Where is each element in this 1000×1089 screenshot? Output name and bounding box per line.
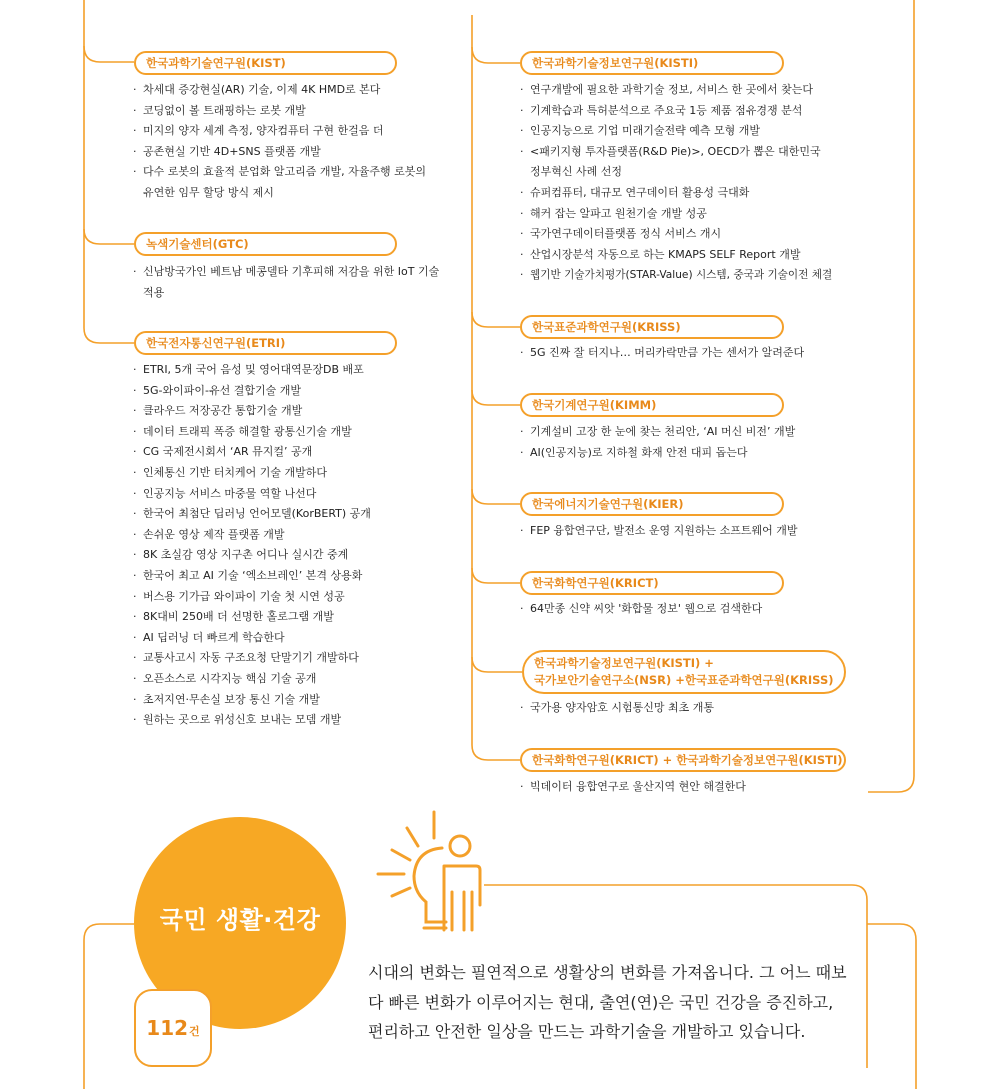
org-title-line-2: 국가보안기술연구소(NSR) +한국표준과학연구원(KRISS)	[534, 673, 834, 687]
list-item: · 미지의 양자 세계 측정, 양자컴퓨터 구현 한걸음 더	[133, 121, 453, 142]
org-items-kimm	[520, 422, 910, 463]
org-title-krict-kisti: 한국화학연구원(KRICT) + 한국과학기술정보연구원(KISTI)	[520, 748, 846, 772]
section-description: 시대의 변화는 필연적으로 생활상의 변화를 가져옵니다. 그 어느 때보다 빠른 변화가 이루어지는 현대, 출연(연)은 국민 건강을 증진하고, 편리하고 안전한 일상을 만드는 과학기술을 개발하고 있습니다.	[368, 963, 847, 1041]
org-items-kriss	[520, 343, 910, 364]
list-item: · 다수 로봇의 효율적 분업화 알고리즘 개발, 자율주행 로봇의 유연한 임무 할당 방식 제시	[133, 162, 453, 203]
org-title-kisti: 한국과학기술정보연구원(KISTI)	[520, 51, 784, 75]
section-count: 112	[146, 1016, 189, 1040]
org-items-etri	[133, 360, 453, 731]
list-item: · 국가연구데이터플랫폼 정식 서비스 개시	[520, 224, 910, 245]
list-item: · 신남방국가인 베트남 메콩델타 기후피해 저감을 위한 IoT 기술 적용	[133, 262, 453, 303]
list-item: · 웹기반 기술가치평가(STAR-Value) 시스템, 중국과 기술이전 체결	[520, 265, 910, 286]
org-items-kist	[133, 80, 453, 204]
lightbulb-person-icon	[378, 812, 480, 930]
list-item: · ETRI, 5개 국어 음성 및 영어대역문장DB 배포	[133, 360, 453, 381]
list-item: · 산업시장분석 자동으로 하는 KMAPS SELF Report 개발	[520, 245, 910, 266]
list-item: · 교통사고시 자동 구조요청 단말기기 개발하다	[133, 648, 453, 669]
section-count-unit: 건	[189, 1025, 200, 1038]
list-item: · 인체통신 기반 터치케어 기술 개발하다	[133, 463, 453, 484]
org-title-kisti-nsr-kriss	[522, 650, 846, 694]
org-items-gtc	[133, 262, 453, 303]
list-item: · 슈퍼컴퓨터, 대규모 연구데이터 활용성 극대화	[520, 183, 910, 204]
list-item: · 5G-와이파이-유선 결합기술 개발	[133, 381, 453, 402]
section-title: 국민 생활·건강	[159, 906, 321, 934]
list-item: · 8K대비 250배 더 선명한 홀로그램 개발	[133, 607, 453, 628]
list-item: · 데이터 트래픽 폭증 해결할 광통신기술 개발	[133, 422, 453, 443]
list-item: · 클라우드 저장공간 통합기술 개발	[133, 401, 453, 422]
org-items-krict-kisti	[520, 777, 910, 798]
org-title-kier: 한국에너지기술연구원(KIER)	[520, 492, 784, 516]
list-item: · 버스용 기가급 와이파이 기술 첫 시연 성공	[133, 587, 453, 608]
org-items-krict	[520, 599, 910, 620]
org-title-kriss: 한국표준과학연구원(KRISS)	[520, 315, 784, 339]
list-item: · 초저지연·무손실 보장 통신 기술 개발	[133, 690, 453, 711]
org-title-line-1: 한국과학기술정보연구원(KISTI) +	[534, 656, 714, 670]
org-title-kimm: 한국기계연구원(KIMM)	[520, 393, 784, 417]
org-items-kier	[520, 521, 910, 542]
org-title-krict: 한국화학연구원(KRICT)	[520, 571, 784, 595]
org-items-kisti	[520, 80, 910, 286]
list-item: · 연구개발에 필요한 과학기술 정보, 서비스 한 곳에서 찾는다	[520, 80, 910, 101]
list-item: · 차세대 증강현실(AR) 기술, 이제 4K HMD로 본다	[133, 80, 453, 101]
list-item: · FEP 융합연구단, 발전소 운영 지원하는 소프트웨어 개발	[520, 521, 910, 542]
org-title-kist: 한국과학기술연구원(KIST)	[134, 51, 397, 75]
org-title-etri: 한국전자통신연구원(ETRI)	[134, 331, 397, 355]
list-item: · CG 국제전시회서 ‘AR 뮤지컬’ 공개	[133, 442, 453, 463]
list-item: · 기계학습과 특허분석으로 주요국 1등 제품 점유경쟁 분석	[520, 101, 910, 122]
list-item: · 64만종 신약 씨앗 '화합물 정보' 웹으로 검색한다	[520, 599, 910, 620]
list-item: · 5G 진짜 잘 터지나… 머리카락만큼 가는 센서가 알려준다	[520, 343, 910, 364]
list-item: · 인공지능으로 기업 미래기술전략 예측 모형 개발	[520, 121, 910, 142]
list-item: · 오픈소스로 시각지능 핵심 기술 공개	[133, 669, 453, 690]
org-items-kisti-nsr-kriss	[520, 698, 910, 719]
list-item: · AI 딥러닝 더 빠르게 학습한다	[133, 628, 453, 649]
list-item: · 해커 잡는 알파고 원천기술 개발 성공	[520, 204, 910, 225]
section-count-badge	[134, 989, 212, 1067]
list-item: · 인공지능 서비스 마중물 역할 나선다	[133, 484, 453, 505]
list-item: · 한국어 최첨단 딥러닝 언어모델(KorBERT) 공개	[133, 504, 453, 525]
org-title-gtc: 녹색기술센터(GTC)	[134, 232, 397, 256]
list-item: · 기계설비 고장 한 눈에 찾는 천리안, ‘AI 머신 비전’ 개발	[520, 422, 910, 443]
list-item: · 빅데이터 융합연구로 울산지역 현안 해결한다	[520, 777, 910, 798]
list-item: · AI(인공지능)로 지하철 화재 안전 대피 돕는다	[520, 443, 910, 464]
list-item: · 한국어 최고 AI 기술 ‘엑소브레인’ 본격 상용화	[133, 566, 453, 587]
list-item: · 공존현실 기반 4D+SNS 플랫폼 개발	[133, 142, 453, 163]
list-item: · 코딩없이 볼 트래핑하는 로봇 개발	[133, 101, 453, 122]
list-item: · 원하는 곳으로 위성신호 보내는 모뎀 개발	[133, 710, 453, 731]
list-item: · 국가용 양자암호 시험통신망 최초 개통	[520, 698, 910, 719]
list-item: · 8K 초실감 영상 지구촌 어디나 실시간 중계	[133, 545, 453, 566]
list-item: · 손쉬운 영상 제작 플랫폼 개발	[133, 525, 453, 546]
list-item: · <패키지형 투자플랫폼(R&D Pie)>, OECD가 뽑은 대한민국 정부혁신 사례 선정	[520, 142, 910, 183]
